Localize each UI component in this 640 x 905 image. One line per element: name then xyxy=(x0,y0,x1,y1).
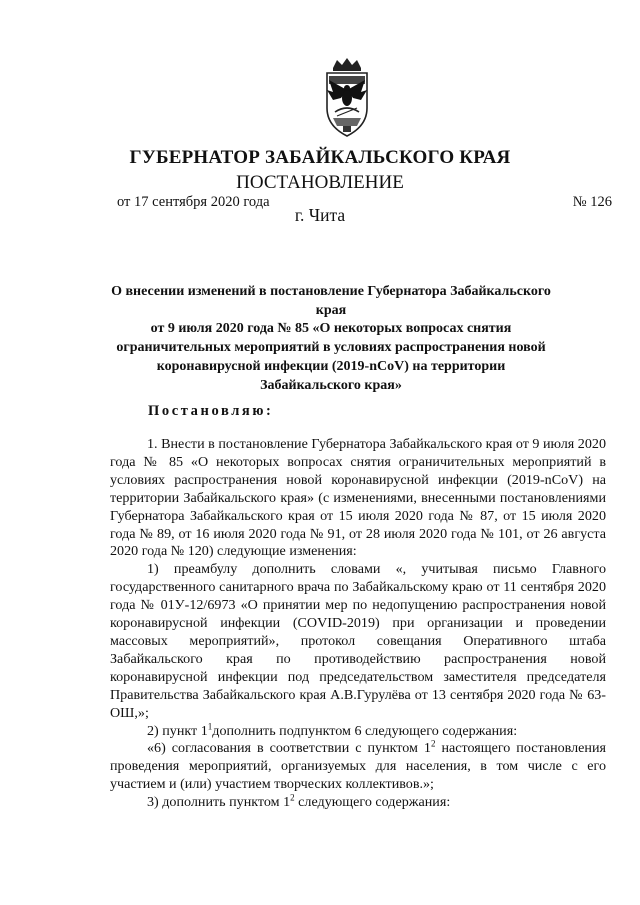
subject-line: ограничительных мероприятий в условиях распространения новой xyxy=(116,340,546,356)
governor-title: ГУБЕРНАТОР ЗАБАЙКАЛЬСКОГО КРАЯ xyxy=(129,147,511,168)
subject-line: коронавирусной инфекции (2019-nCoV) на территории xyxy=(156,358,506,374)
paragraph-4-sup: 2 xyxy=(430,738,436,749)
paragraph-1: 1. Внести в постановление Губернатора Забайкальского края от 9 июля 2020 года № 85 «О некоторых вопросах снятия ограничительных мероприятий в условиях распространения новой коронавирусной инфекции (2019-nCoV) на территории Забайкальского края» (с изменениями, внесенными постановлениями Губернатора Забайкальского края от 15 июля 2020 года № 87, от 15 июля 2020 года № 89, от 16 июля 2020 года № 91, от 28 июля 2020 года № 101, от 26 августа 2020 года № 120) следующие изменения: xyxy=(110,436,606,560)
document-subject xyxy=(108,283,554,395)
subject-line: О внесении изменений в постановление Губернатора Забайкальского края xyxy=(111,284,551,318)
subject-line: от 9 июля 2020 года № 85 «О некоторых вопросах снятия xyxy=(150,321,512,337)
paragraph-3-sup: 1 xyxy=(207,720,213,731)
subject-line: Забайкальского края» xyxy=(260,377,402,393)
paragraph-3-rest: дополнить подпунктом 6 следующего содержания: xyxy=(212,722,518,739)
paragraph-5 xyxy=(110,794,606,812)
paragraph-5-rest: следующего содержания: xyxy=(294,794,451,811)
paragraph-5-sup: 2 xyxy=(290,792,295,803)
paragraph-3-text: 2) пункт 1 xyxy=(147,722,208,739)
document-date: от 17 сентября 2020 года xyxy=(117,194,270,210)
paragraph-4 xyxy=(110,740,606,794)
paragraph-2: 1) преамбулу дополнить словами «, учитывая письмо Главного государственного санитарного врача по Забайкальскому краю от 11 сентября 2020 года № 01У-12/6973 «О принятии мер по недопущению распространения новой коронавирусной инфекции (COVID-2019) при организации и проведении массовых мероприятий», протокол совещания Оперативного штаба Забайкальского края по противодействию распространения новой коронавирусной инфекции под председательством заместителя председателя Правительства Забайкальского края А.В.Гурулёва от 13 сентября 2020 года № 63-ОШ,»; xyxy=(110,561,606,721)
document-type: ПОСТАНОВЛЕНИЕ xyxy=(236,172,404,193)
document-number: № 126 xyxy=(572,194,612,210)
zabaikalsky-coat-of-arms-icon xyxy=(319,56,375,140)
document-body xyxy=(110,436,606,812)
paragraph-5-text: 3) дополнить пунктом 1 xyxy=(147,794,291,811)
paragraph-4-rest: настоящего постановления проведения мероприятий, организуемых для населения, в том числе с его участием и (или) участием творческих коллективов.»; xyxy=(110,740,606,793)
decree-word: Постановляю: xyxy=(148,403,274,419)
paragraph-3 xyxy=(110,720,606,741)
document-city: г. Чита xyxy=(294,205,346,225)
paragraph-4-text: «6) согласования в соответствии с пунктом 1 xyxy=(147,740,431,757)
